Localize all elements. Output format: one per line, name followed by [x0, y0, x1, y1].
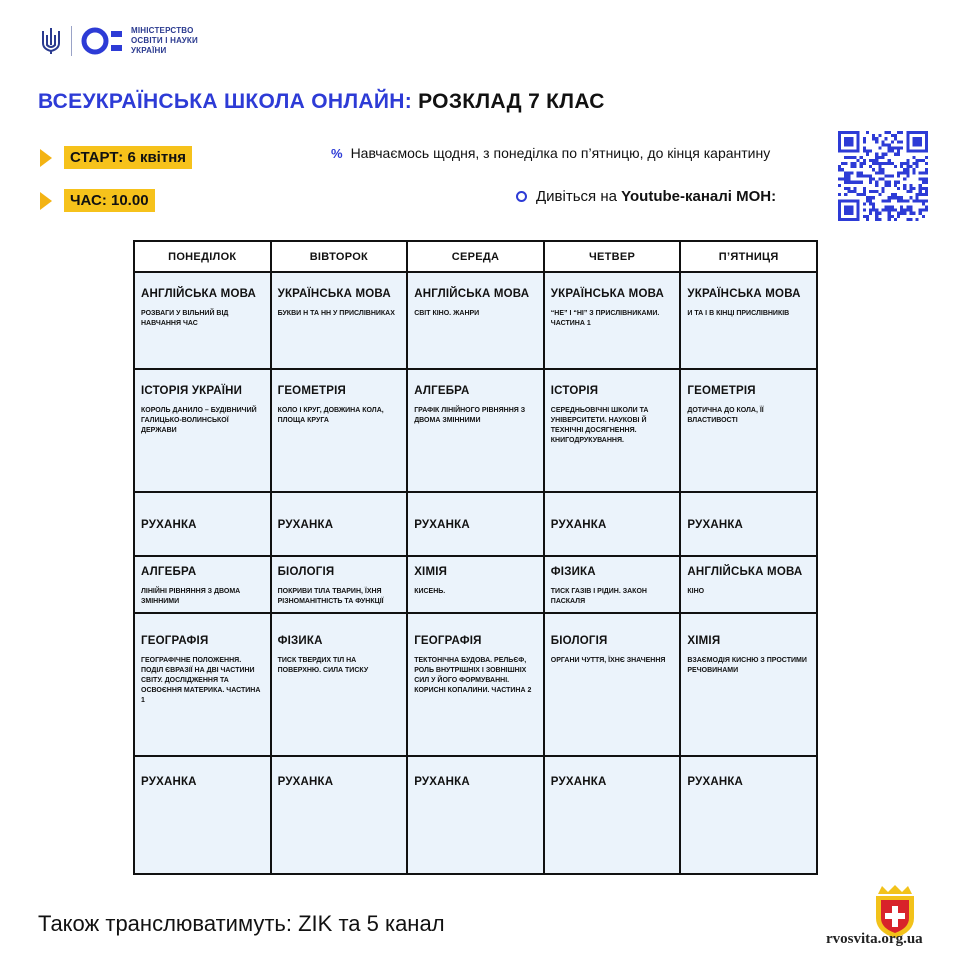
lesson-subject: РУХАНКА [141, 519, 197, 531]
ministry-name-line: УКРАЇНИ [131, 46, 167, 55]
time-badge [40, 189, 155, 212]
ministry-logo [40, 26, 198, 56]
lesson-row [134, 492, 817, 556]
lesson-topic: КИСЕНЬ. [414, 588, 446, 595]
lesson-subject: ГЕОМЕТРІЯ [277, 385, 346, 397]
source-site: rvosvita.org.ua [826, 931, 923, 947]
lesson-subject: РУХАНКА [687, 519, 744, 531]
lesson-cell [134, 492, 271, 556]
ring-icon [516, 191, 527, 202]
lesson-subject: ХІМІЯ [687, 635, 721, 647]
lesson-topic: СВІТ КІНО. ЖАНРИ [414, 310, 480, 317]
lesson-topic: “НЕ” І “НІ” З ПРИСЛІВНИКАМИ. ЧАСТИНА 1 [550, 310, 660, 327]
watch-info-prefix: Дивіться на [536, 188, 617, 205]
lesson-topic: РОЗВАГИ У ВІЛЬНИЙ ВІД НАВЧАННЯ ЧАС [141, 310, 229, 327]
lesson-subject: АЛГЕБРА [414, 385, 470, 397]
lesson-cell [680, 556, 817, 613]
lesson-topic: КОРОЛЬ ДАНИЛО – БУДІВНИЧИЙ ГАЛИЦЬКО-ВОЛИНСЬКОЇ ДЕРЖАВИ [141, 407, 257, 434]
ministry-logo-icon [81, 26, 125, 56]
title-part-school: ВСЕУКРАЇНСЬКА ШКОЛА ОНЛАЙН: [38, 90, 413, 113]
lesson-cell [407, 756, 544, 874]
lesson-subject: БІОЛОГІЯ [277, 566, 335, 578]
lesson-subject: ХІМІЯ [414, 566, 448, 578]
lesson-subject: АНГЛІЙСЬКА МОВА [414, 288, 530, 300]
lesson-cell [134, 613, 271, 756]
lesson-subject: РУХАНКА [277, 776, 334, 788]
percent-icon: % [331, 145, 343, 161]
lesson-topic: КОЛО І КРУГ, ДОВЖИНА КОЛА, ПЛОЩА КРУГА [277, 407, 384, 424]
qr-code[interactable] [838, 131, 928, 221]
day-header-tuesday: ВІВТОРОК [271, 241, 408, 272]
lesson-subject: ГЕОГРАФІЯ [414, 635, 482, 647]
lesson-cell [407, 492, 544, 556]
watch-info [516, 188, 776, 205]
title-part-schedule: РОЗКЛАД 7 КЛАС [418, 90, 605, 113]
lesson-cell [271, 369, 408, 492]
day-header-thursday: ЧЕТВЕР [544, 241, 681, 272]
lesson-cell [134, 556, 271, 613]
lesson-subject: РУХАНКА [687, 776, 744, 788]
lesson-cell [680, 272, 817, 369]
start-date: СТАРТ: 6 квітня [64, 146, 192, 169]
study-info [331, 145, 770, 161]
lesson-topic: ТИСК ТВЕРДИХ ТІЛ НА ПОВЕРХНЮ. СИЛА ТИСКУ [277, 657, 369, 674]
lesson-topic: СЕРЕДНЬОВІЧНІ ШКОЛИ ТА УНІВЕРСИТЕТИ. НАУКОВІ Й ТЕХНІЧНІ ДОСЯГНЕННЯ. КНИГОДРУКУВАННЯ. [550, 407, 649, 444]
lesson-cell [271, 492, 408, 556]
ministry-name-line: ОСВІТИ І НАУКИ [131, 36, 198, 45]
lesson-subject: РУХАНКА [550, 776, 607, 788]
logo-divider [71, 26, 72, 56]
lesson-topic: ВЗАЄМОДІЯ КИСНЮ З ПРОСТИМИ РЕЧОВИНАМИ [687, 657, 807, 674]
lesson-cell [544, 369, 681, 492]
lesson-cell [271, 756, 408, 874]
lesson-cell [407, 272, 544, 369]
arrow-marker-icon [40, 149, 52, 167]
lesson-cell [134, 272, 271, 369]
lesson-cell [680, 369, 817, 492]
lesson-topic: ОРГАНИ ЧУТТЯ, ЇХНЄ ЗНАЧЕННЯ [550, 657, 666, 664]
ministry-name [131, 26, 198, 56]
lesson-cell [407, 556, 544, 613]
lesson-topic: ГРАФІК ЛІНІЙНОГО РІВНЯННЯ З ДВОМА ЗМІННИМИ [414, 407, 526, 424]
lesson-cell [544, 756, 681, 874]
lesson-topic: ДОТИЧНА ДО КОЛА, ЇЇ ВЛАСТИВОСТІ [687, 407, 764, 424]
lesson-cell [680, 492, 817, 556]
lesson-subject: АНГЛІЙСЬКА МОВА [687, 566, 803, 578]
lesson-cell [544, 272, 681, 369]
lesson-subject: РУХАНКА [414, 519, 470, 531]
lesson-cell [544, 556, 681, 613]
lesson-subject: РУХАНКА [141, 776, 197, 788]
lesson-topic: И ТА І В КІНЦІ ПРИСЛІВНИКІВ [687, 310, 790, 317]
lesson-row [134, 272, 817, 369]
lesson-topic: ГЕОГРАФІЧНЕ ПОЛОЖЕННЯ. ПОДІЛ ЄВРАЗІЇ НА ДВІ ЧАСТИНИ СВІТУ. ДОСЛІДЖЕННЯ ТА ОСВОЄННЯ МАТЕРИКА. ЧАСТИНА 1 [141, 657, 261, 704]
start-time: ЧАС: 10.00 [64, 189, 155, 212]
schedule-table [133, 240, 818, 875]
lesson-subject: УКРАЇНСЬКА МОВА [687, 288, 801, 300]
day-header-friday: П’ЯТНИЦЯ [680, 241, 817, 272]
lesson-cell [407, 369, 544, 492]
lesson-topic: ТЕКТОНІЧНА БУДОВА. РЕЛЬЄФ, РОЛЬ ВНУТРІШНІХ І ЗОВНІШНІХ СИЛ У ЙОГО ФОРМУВАННІ. КОРИСНІ КОПАЛИНИ. ЧАСТИНА 2 [414, 657, 532, 694]
broadcast-note: Також транслюватимуть: ZIK та 5 канал [38, 911, 445, 936]
lesson-row [134, 369, 817, 492]
lesson-subject: АЛГЕБРА [141, 566, 197, 578]
lesson-subject: ІСТОРІЯ УКРАЇНИ [141, 385, 243, 397]
lesson-cell [134, 756, 271, 874]
lesson-cell [544, 613, 681, 756]
lesson-cell [407, 613, 544, 756]
ministry-name-line: МІНІСТЕРСТВО [131, 26, 194, 35]
lesson-topic: БУКВИ Н ТА НН У ПРИСЛІВНИКАХ [277, 310, 395, 317]
lesson-cell [680, 756, 817, 874]
lesson-subject: РУХАНКА [550, 519, 607, 531]
lesson-row [134, 556, 817, 613]
lesson-subject: ФІЗИКА [277, 635, 323, 647]
lesson-subject: УКРАЇНСЬКА МОВА [550, 288, 665, 300]
lesson-subject: РУХАНКА [277, 519, 334, 531]
lesson-row [134, 613, 817, 756]
lesson-topic: КІНО [687, 588, 705, 595]
youtube-channel-label: Youtube-каналі МОН: [621, 188, 777, 205]
lesson-subject: РУХАНКА [414, 776, 470, 788]
lesson-row [134, 756, 817, 874]
lesson-topic: ЛІНІЙНІ РІВНЯННЯ З ДВОМА ЗМІННИМИ [141, 588, 241, 605]
lesson-subject: ІСТОРІЯ [550, 385, 599, 397]
lesson-cell [134, 369, 271, 492]
lesson-subject: ГЕОГРАФІЯ [141, 635, 209, 647]
lesson-subject: БІОЛОГІЯ [550, 635, 608, 647]
page-title [38, 90, 605, 114]
day-header-wednesday: СЕРЕДА [407, 241, 544, 272]
lesson-subject: ГЕОМЕТРІЯ [687, 385, 756, 397]
lesson-cell [544, 492, 681, 556]
trident-icon [40, 27, 62, 55]
arrow-marker-icon [40, 192, 52, 210]
lesson-cell [271, 272, 408, 369]
days-header-row [134, 241, 817, 272]
lesson-cell [680, 613, 817, 756]
start-badge [40, 146, 192, 169]
lesson-subject: УКРАЇНСЬКА МОВА [277, 288, 391, 300]
lesson-cell [271, 556, 408, 613]
day-header-monday: ПОНЕДІЛОК [134, 241, 271, 272]
study-info-text: Навчаємось щодня, з понеділка по п’ятницю, до кінця карантину [350, 145, 771, 161]
lesson-topic: ТИСК ГАЗІВ І РІДИН. ЗАКОН ПАСКАЛЯ [550, 588, 647, 605]
lesson-cell [271, 613, 408, 756]
lesson-topic: ПОКРИВИ ТІЛА ТВАРИН, ЇХНЯ РІЗНОМАНІТНІСТЬ ТА ФУНКЦІЇ [277, 588, 384, 605]
lesson-subject: ФІЗИКА [550, 566, 596, 578]
lesson-subject: АНГЛІЙСЬКА МОВА [141, 288, 257, 300]
